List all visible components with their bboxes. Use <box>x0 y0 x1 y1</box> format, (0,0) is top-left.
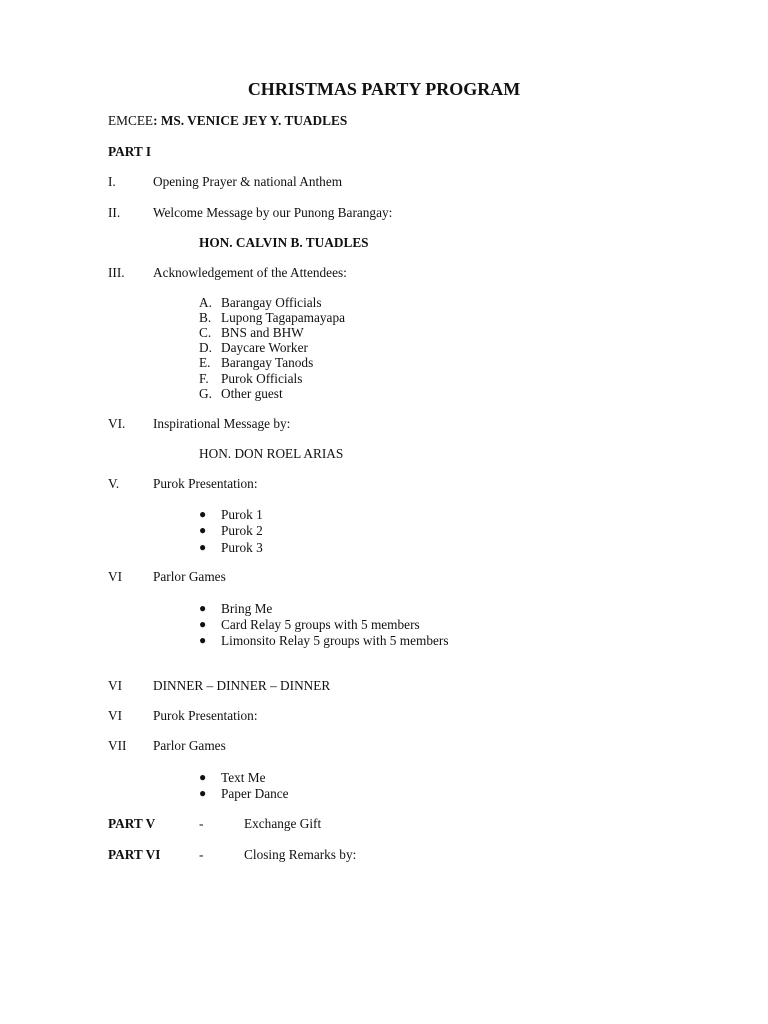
bullet-item: Limonsito Relay 5 groups with 5 members <box>221 633 449 648</box>
emcee-label: EMCEE <box>108 113 154 128</box>
item-text: Welcome Message by our Punong Barangay: <box>153 205 393 220</box>
list-item: Lupong Tagapamayapa <box>221 310 345 325</box>
item-text: Inspirational Message by: <box>153 416 291 431</box>
item-number: III. <box>108 265 125 280</box>
list-item: Barangay Tanods <box>221 355 314 370</box>
bullet-item: Card Relay 5 groups with 5 members <box>221 617 420 632</box>
bullet-icon: ● <box>199 601 207 615</box>
bullet-item: Bring Me <box>221 601 273 616</box>
item-text: Purok Presentation: <box>153 476 258 491</box>
bullet-item: Purok 3 <box>221 540 263 555</box>
item-text: Parlor Games <box>153 738 226 753</box>
part-1-heading: PART I <box>108 144 152 159</box>
list-item: Other guest <box>221 386 283 401</box>
list-item: Purok Officials <box>221 371 303 386</box>
bullet-item: Paper Dance <box>221 786 289 801</box>
emcee-line <box>108 113 347 128</box>
item-text: Acknowledgement of the Attendees: <box>153 265 347 280</box>
list-letter: E. <box>199 355 211 370</box>
list-letter: G. <box>199 386 212 401</box>
bullet-icon: ● <box>199 540 207 554</box>
part-6-label: PART VI <box>108 847 161 862</box>
part-5-dash: - <box>199 816 204 831</box>
bullet-item: Purok 1 <box>221 507 263 522</box>
bullet-icon: ● <box>199 523 207 537</box>
list-letter: F. <box>199 371 209 386</box>
item-text: DINNER – DINNER – DINNER <box>153 678 331 693</box>
list-letter: D. <box>199 340 212 355</box>
page-title: CHRISTMAS PARTY PROGRAM <box>247 79 521 99</box>
item-number: I. <box>108 174 116 189</box>
list-letter: C. <box>199 325 212 340</box>
emcee-name: : MS. VENICE JEY Y. TUADLES <box>153 113 348 128</box>
item-number: V. <box>108 476 120 491</box>
item-text: Purok Presentation: <box>153 708 258 723</box>
list-item: BNS and BHW <box>221 325 304 340</box>
part-6-dash: - <box>199 847 204 862</box>
part-6-text: Closing Remarks by: <box>244 847 357 862</box>
bullet-item: Text Me <box>221 770 266 785</box>
bullet-icon: ● <box>199 617 207 631</box>
item-number: VI <box>108 569 123 584</box>
bullet-icon: ● <box>199 507 207 521</box>
bullet-icon: ● <box>199 633 207 647</box>
item-number: VI <box>108 678 123 693</box>
item-number: VII <box>108 738 127 753</box>
item-number: VI <box>108 708 123 723</box>
item-text: Parlor Games <box>153 569 226 584</box>
list-item: Barangay Officials <box>221 295 322 310</box>
part-5-label: PART V <box>108 816 156 831</box>
speaker-name: HON. DON ROEL ARIAS <box>199 446 344 461</box>
item-number: VI. <box>108 416 126 431</box>
list-letter: A. <box>199 295 212 310</box>
list-item: Daycare Worker <box>221 340 308 355</box>
bullet-icon: ● <box>199 770 207 784</box>
part-5-text: Exchange Gift <box>244 816 322 831</box>
bullet-item: Purok 2 <box>221 523 263 538</box>
speaker-name: HON. CALVIN B. TUADLES <box>199 235 369 250</box>
item-number: II. <box>108 205 121 220</box>
bullet-icon: ● <box>199 786 207 800</box>
list-letter: B. <box>199 310 212 325</box>
item-text: Opening Prayer & national Anthem <box>153 174 343 189</box>
